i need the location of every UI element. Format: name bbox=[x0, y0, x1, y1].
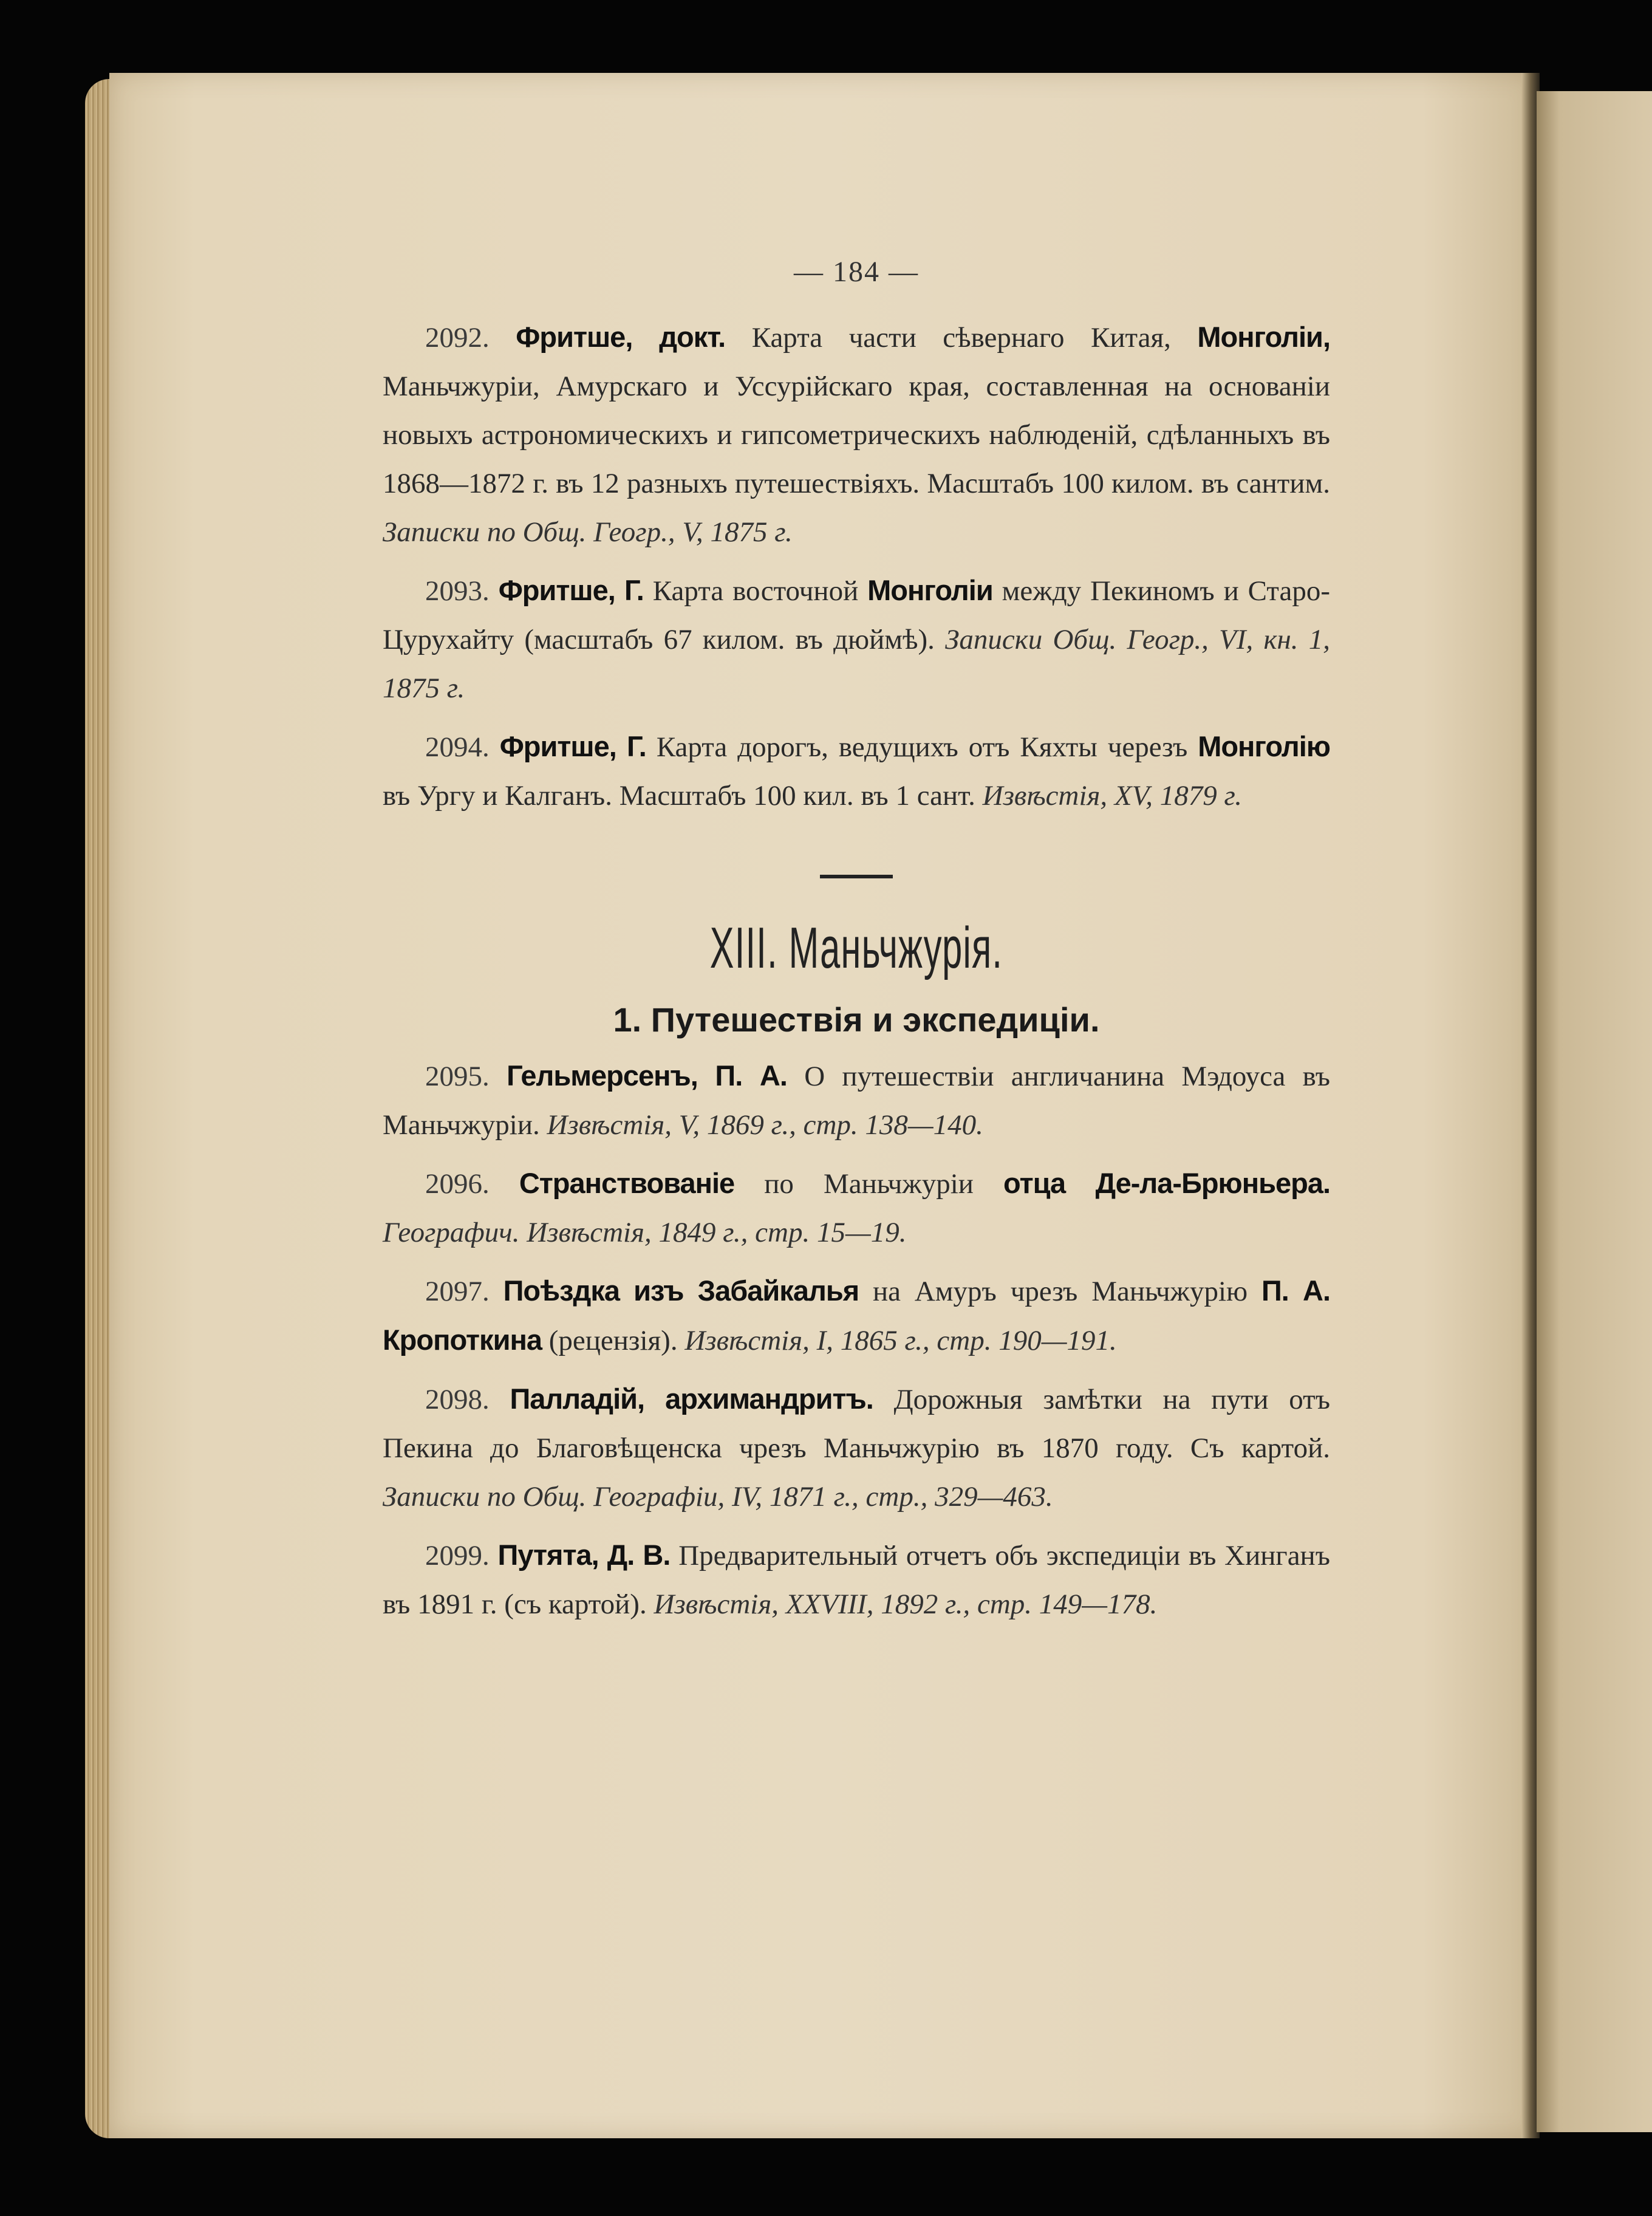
entry-source: Записки по Общ. Геогр., V, 1875 г. bbox=[383, 516, 793, 548]
entry-number: 2094. bbox=[425, 731, 490, 763]
entry-2096 bbox=[383, 1159, 1330, 1257]
entry-2094 bbox=[383, 722, 1330, 820]
entry-source: Записки по Общ. Географіи, IV, 1871 г., стр., 329—463. bbox=[383, 1481, 1053, 1513]
entry-number: 2096. bbox=[425, 1168, 490, 1200]
next-page-edge bbox=[1537, 91, 1652, 2132]
entry-author: Путята, Д. В. bbox=[497, 1539, 671, 1571]
entry-title-bold: Странствованіе bbox=[519, 1167, 735, 1199]
entry-author: Фритше, докт. bbox=[516, 321, 726, 353]
entry-text: О путешествіи англичанина Мэдоуса въ Маньчжуріи. bbox=[383, 1061, 1331, 1141]
entry-text-continued: Маньчжуріи, Амурскаго и Уссурійскаго края, составленная на основаніи новыхъ астрономическихъ и гипсометрическихъ наблюденій, сдѣланныхъ въ 1868—1872 г. въ 12 разныхъ путешествіяхъ. Масштабъ 100 килом. въ сантим. bbox=[383, 371, 1330, 499]
entry-text: Карта дорогъ, ведущихъ отъ Кяхты черезъ bbox=[656, 731, 1188, 763]
entry-number: 2098. bbox=[425, 1384, 490, 1415]
entry-author: Фритше, Г. bbox=[499, 730, 646, 762]
entry-number: 2099. bbox=[425, 1540, 490, 1571]
entry-source: Географич. Извѣстія, 1849 г., стр. 15—19. bbox=[383, 1217, 907, 1248]
entry-source: Извѣстія, XV, 1879 г. bbox=[982, 780, 1242, 812]
entry-author: Палладій, архимандритъ. bbox=[510, 1383, 873, 1415]
entry-2098 bbox=[383, 1375, 1330, 1521]
section-title: 1. Путешествія и экспедиціи. bbox=[613, 1000, 1100, 1039]
entry-text-continued: (рецензія). bbox=[548, 1325, 678, 1356]
entry-keyword: отца Де-ла-Брюньера. bbox=[1003, 1167, 1331, 1199]
entry-keyword: Монголіи, bbox=[1197, 321, 1331, 353]
chapter-title: XIII. Маньчжурія. bbox=[709, 915, 1003, 980]
entry-text: Предварительный отчетъ объ экспедиціи въ Хинганъ въ 1891 г. (съ картой). bbox=[383, 1540, 1331, 1620]
entry-keyword: П. А. Кропоткина bbox=[383, 1274, 1331, 1356]
entry-source: Извѣстія, V, 1869 г., стр. 138—140. bbox=[547, 1109, 983, 1141]
entry-title-bold: Поѣздка изъ Забайкалья bbox=[503, 1274, 859, 1307]
entry-text-continued: между Пекиномъ и Старо-Цурухайту (масштабъ 67 килом. въ дюймѣ). bbox=[383, 575, 1331, 655]
section-divider bbox=[820, 875, 893, 878]
entry-text: Карта восточной bbox=[652, 575, 859, 607]
entry-number: 2093. bbox=[425, 575, 490, 607]
entry-2093 bbox=[383, 566, 1330, 713]
entry-2097 bbox=[383, 1267, 1330, 1365]
entry-text: по Маньчжуріи bbox=[764, 1168, 974, 1200]
entry-number: 2095. bbox=[425, 1061, 490, 1092]
entry-text: Карта части сѣвернаго Китая, bbox=[751, 322, 1171, 354]
entry-number: 2092. bbox=[425, 322, 490, 354]
page-content bbox=[383, 255, 1330, 1638]
entry-2092 bbox=[383, 313, 1330, 556]
entry-author: Гельмерсенъ, П. А. bbox=[507, 1059, 787, 1092]
entry-text: на Амуръ чрезъ Маньчжурію bbox=[873, 1276, 1248, 1307]
page-number: — 184 — bbox=[794, 256, 919, 288]
entry-keyword: Монголіи bbox=[867, 574, 993, 606]
entry-source: Записки Общ. Геогр., VI, кн. 1, 1875 г. bbox=[383, 624, 1330, 704]
entry-2099 bbox=[383, 1531, 1330, 1629]
entry-keyword: Монголію bbox=[1198, 730, 1330, 762]
entry-2095 bbox=[383, 1052, 1330, 1149]
entry-text: Дорожныя замѣтки на пути отъ Пекина до Благовѣщенска чрезъ Маньчжурію въ 1870 году. Съ картой. bbox=[383, 1384, 1331, 1464]
entry-text-continued: въ Ургу и Калганъ. Масштабъ 100 кил. въ 1 сант. bbox=[383, 780, 975, 812]
entry-author: Фритше, Г. bbox=[498, 574, 644, 606]
entry-number: 2097. bbox=[425, 1276, 490, 1307]
entry-source: Извѣстія, XXVIII, 1892 г., стр. 149—178. bbox=[654, 1588, 1158, 1620]
entry-source: Извѣстія, I, 1865 г., стр. 190—191. bbox=[684, 1325, 1117, 1356]
